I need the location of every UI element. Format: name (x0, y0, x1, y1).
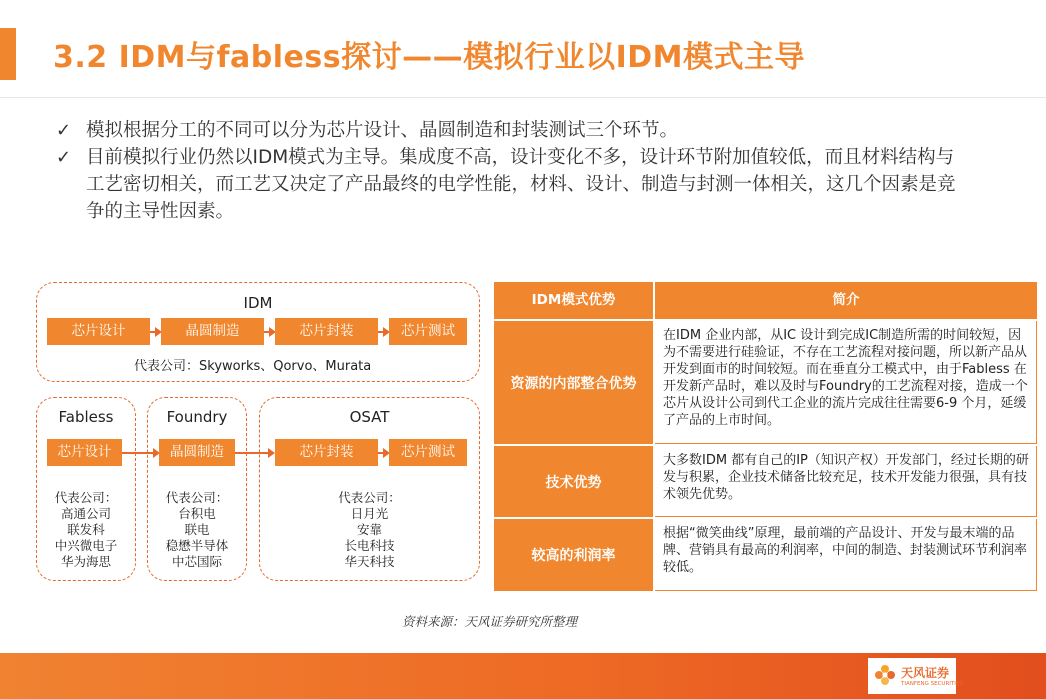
arrow-icon (378, 452, 388, 454)
idm-label: IDM (243, 294, 273, 312)
bullet-text: 模拟根据分工的不同可以分为芯片设计、晶圆制造和封装测试三个环节。 (86, 120, 679, 141)
bullet-text: 目前模拟行业仍然以IDM模式为主导。集成度不高，设计变化不多，设计环节附加值较低，而且材料结构与工艺密切相关，而工艺又决定了产品最终的电学性能，材料、设计、制造与封测一体相关，这几个因素是竞争的主导性因素。 (86, 147, 956, 222)
company-name: 联电 (184, 522, 210, 537)
logo-name: 天风证券 (901, 666, 950, 680)
row-advantage-label: 较高的利润率 (494, 519, 653, 591)
row-advantage-label: 资源的内部整合优势 (494, 321, 653, 444)
logo-flower-icon (873, 663, 897, 687)
osat-representatives (259, 490, 480, 570)
idm-representatives: 代表公司：Skyworks、Qorvo、Murata (134, 359, 372, 374)
check-icon: ✓ (56, 120, 72, 141)
arrow-icon (150, 331, 160, 333)
reps-title: 代表公司： (338, 490, 401, 505)
company-name: 台积电 (178, 506, 216, 521)
company-name: 联发科 (67, 522, 105, 537)
title-divider (0, 97, 1046, 98)
company-name: 华天科技 (344, 554, 395, 569)
idm-step-package: 芯片封装 (275, 318, 378, 345)
osat-step-test: 芯片测试 (389, 439, 467, 466)
bullet-list (56, 117, 956, 225)
company-name: 高通公司 (60, 506, 111, 521)
company-name: 长电科技 (344, 538, 395, 553)
table-header-intro: 简介 (655, 282, 1037, 319)
fabless-representatives (36, 490, 136, 570)
company-name: 日月光 (350, 506, 389, 521)
company-name: 安靠 (356, 522, 382, 537)
idm-step-wafer: 晶圆制造 (161, 318, 264, 345)
row-advantage-label: 技术优势 (494, 446, 653, 517)
company-name: 华为海思 (60, 554, 111, 569)
osat-step-package: 芯片封装 (275, 439, 378, 466)
company-name: 中芯国际 (171, 554, 222, 569)
reps-title: 代表公司： (54, 490, 118, 505)
row-advantage-desc: 在IDM 企业内部，从IC 设计到完成IC制造所需的时间较短，因为不需要进行硅验证，不存在工艺流程对接问题，所以新产品从开发到面市的时间较短。而在垂直分工模式中，由于Fabless 在开发新产品时，难以及时与Foundry的工艺流程对接，造成一个芯片从设计公司到代工企业的流片完成往往需要6-9 个月，延缓了产品的上市时间。 (655, 321, 1037, 444)
arrow-icon (264, 331, 274, 333)
logo-subtitle: TIANFENG SECURITIES (901, 681, 963, 687)
title-accent-bar (0, 28, 16, 80)
company-name: 中兴微电子 (54, 538, 118, 553)
bullet-item (56, 117, 956, 144)
foundry-representatives (147, 490, 247, 570)
row-advantage-desc: 大多数IDM 都有自己的IP（知识产权）开发部门，经过长期的研发与积累，企业技术储备比较充足，技术开发能力很强，具有技术领先优势。 (655, 446, 1037, 517)
foundry-step-wafer: 晶圆制造 (159, 439, 235, 466)
company-logo (868, 658, 963, 694)
page-title: 3.2 IDM与fabless探讨——模拟行业以IDM模式主导 (53, 40, 806, 75)
reps-title: 代表公司： (165, 490, 229, 505)
company-name: 稳懋半导体 (165, 538, 229, 553)
bullet-item (56, 144, 956, 225)
idm-step-design: 芯片设计 (47, 318, 150, 345)
row-advantage-desc: 根据“微笑曲线”原理，最前端的产品设计、开发与最末端的品牌、营销具有最高的利润率，中间的制造、封装测试环节利润率较低。 (655, 519, 1037, 591)
check-icon: ✓ (56, 147, 72, 168)
source-note: 资料来源：天风证券研究所整理 (402, 614, 578, 629)
fabless-label: Fabless (58, 408, 114, 426)
osat-label: OSAT (349, 408, 390, 426)
arrow-icon (378, 331, 388, 333)
fabless-step-design: 芯片设计 (47, 439, 122, 466)
idm-step-test: 芯片测试 (389, 318, 467, 345)
table-header-advantage: IDM模式优势 (494, 282, 653, 319)
foundry-label: Foundry (166, 408, 228, 426)
